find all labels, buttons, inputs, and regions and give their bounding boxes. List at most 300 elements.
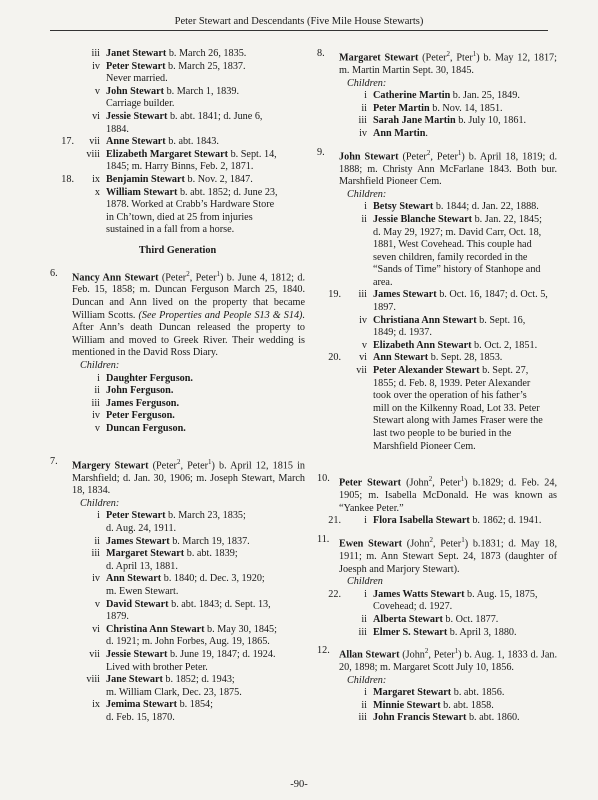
- generation-number: [50, 98, 78, 111]
- child-numeral: [345, 428, 373, 441]
- entry-detail: m. Ewen Stewart.: [106, 585, 179, 597]
- entry-text: [106, 161, 305, 174]
- entry-detail: b. 1840; d. Dec. 3, 1920;: [161, 573, 265, 585]
- child-numeral: [78, 212, 106, 225]
- entry-line: [50, 48, 305, 61]
- entry-line: [317, 712, 557, 725]
- child-numeral: iii: [91, 397, 100, 409]
- entry-text: [373, 227, 557, 240]
- entry-detail: b. 1844; d. Jan. 22, 1888.: [433, 201, 539, 213]
- generation-number: [317, 378, 345, 391]
- person-name: Peter Martin: [373, 102, 430, 114]
- child-numeral: iv: [92, 573, 100, 585]
- child-numeral: [345, 403, 373, 416]
- entry-detail: Stewart along with James Fraser were the: [373, 415, 543, 427]
- entry-detail: b. Nov. 2, 1847.: [184, 173, 253, 185]
- entry-text: [106, 536, 305, 549]
- child-numeral: iii: [358, 289, 367, 301]
- entry-line: [50, 536, 305, 549]
- family-number: 10.: [317, 473, 330, 485]
- generation-superscript: 1: [460, 475, 465, 484]
- entry-text: [106, 410, 305, 423]
- entry-text: [373, 264, 557, 277]
- entry-line: [317, 428, 557, 441]
- entry-line: [50, 199, 305, 212]
- child-numeral: viii: [86, 674, 100, 686]
- entry-text: [106, 61, 305, 74]
- generation-superscript: 1: [216, 269, 221, 278]
- entry-text: [106, 149, 305, 162]
- child-numeral: i: [97, 510, 100, 522]
- entry-detail: b. abt. 1843; d. Sept. 13,: [168, 598, 271, 610]
- entry-detail: d. Feb. 15, 1870.: [106, 711, 175, 723]
- entry-detail: b. abt. 1858.: [440, 699, 494, 711]
- child-numeral: iii: [358, 115, 367, 127]
- entry-text: [373, 712, 557, 725]
- entry-detail: 1881, West Covehead. This couple had: [373, 239, 532, 251]
- generation-number: [50, 111, 78, 124]
- entry-detail: b. abt. 1860.: [466, 712, 520, 724]
- person-name: Elmer S. Stewart: [373, 626, 448, 638]
- child-numeral: v: [361, 339, 367, 351]
- entry-line: [50, 548, 305, 561]
- entry-text: [106, 187, 305, 200]
- child-numeral: [78, 161, 106, 174]
- entry-line: [317, 415, 557, 428]
- generation-number: [317, 415, 345, 428]
- children-label: Children:: [347, 188, 387, 200]
- person-name: Christiana Ann Stewart: [373, 314, 477, 326]
- children-list-10: [317, 515, 557, 528]
- child-numeral: v: [94, 85, 100, 97]
- entry-line: [50, 136, 305, 149]
- generation-number: 17.: [61, 136, 74, 148]
- entry-text: [106, 373, 305, 386]
- person-name: Christina Ann Stewart: [106, 623, 205, 635]
- generation-number: 21.: [328, 515, 341, 527]
- family-entry-6: [50, 268, 305, 361]
- child-numeral: [78, 224, 106, 237]
- entry-text: [106, 510, 305, 523]
- child-numeral: viii: [86, 148, 100, 160]
- entry-detail: Never married.: [106, 73, 168, 85]
- entry-detail: b. Sept. 28, 1853.: [428, 352, 503, 364]
- person-name: William Stewart: [106, 186, 178, 198]
- section-heading-third-generation: Third Generation: [138, 244, 217, 256]
- entry-line: [317, 614, 557, 627]
- lineage-text: , Peter: [432, 477, 461, 489]
- entry-detail: 1884.: [106, 123, 129, 135]
- entry-detail: b. Aug. 15, 1875,: [464, 588, 538, 600]
- entry-detail: b. Sept. 16,: [476, 314, 526, 326]
- generation-number: [50, 48, 78, 61]
- entry-line: [317, 103, 557, 116]
- entry-detail: b. March 26, 1835.: [166, 48, 247, 59]
- generation-number: [317, 403, 345, 416]
- entry-text: [373, 700, 557, 713]
- person-name: Elizabeth Margaret Stewart: [106, 148, 229, 160]
- person-name: Margaret Stewart: [339, 52, 419, 64]
- generation-number: [50, 149, 78, 162]
- child-numeral: vi: [92, 623, 100, 635]
- entry-text: [373, 601, 557, 614]
- children-list-12: [317, 687, 557, 725]
- entry-detail: “Sands of Time” history of Stanhope and: [373, 264, 541, 276]
- entry-detail: b. May 30, 1845;: [204, 623, 277, 635]
- entry-text: [106, 73, 305, 86]
- person-name: James Stewart: [373, 289, 437, 301]
- entry-line: [317, 340, 557, 353]
- generation-superscript: 1: [472, 50, 477, 58]
- family-entry-9: [317, 147, 557, 189]
- family-number: 6.: [50, 267, 58, 279]
- entry-line: [50, 636, 305, 649]
- entry-detail: seven children, family recorded in the: [373, 251, 528, 263]
- entry-text: [106, 687, 305, 700]
- child-numeral: [78, 586, 106, 599]
- entry-line: [317, 378, 557, 391]
- child-numeral: vii: [89, 648, 100, 660]
- entry-line: [317, 289, 557, 302]
- entry-text: [106, 662, 305, 675]
- entry-detail: b. abt. 1843.: [165, 136, 219, 148]
- person-name: Minnie Stewart: [373, 699, 441, 711]
- entry-line: [317, 365, 557, 378]
- person-name: Ann Stewart: [106, 573, 162, 585]
- entry-line: [317, 589, 557, 602]
- entry-text: [106, 548, 305, 561]
- person-name: David Stewart: [106, 598, 169, 610]
- entry-detail: b. March 25, 1837.: [165, 60, 246, 72]
- generation-number: [317, 390, 345, 403]
- entry-detail: d. 1921; m. John Forbes, Aug. 19, 1865.: [106, 636, 270, 648]
- family-detail: ) b. April 18, 1819; d. 1888; m. Christy Ann McFarlane 1843. Both bur. Marshfield Pioneer Cem.: [339, 150, 557, 188]
- generation-number: 20.: [328, 352, 341, 364]
- generation-number: [317, 103, 345, 116]
- entry-text: [106, 385, 305, 398]
- children-label: Children:: [80, 360, 120, 372]
- children-label: Children: [347, 576, 383, 588]
- entry-line: [50, 410, 305, 423]
- child-numeral: v: [94, 423, 100, 435]
- generation-superscript: 2: [446, 50, 450, 58]
- person-name: John Francis Stewart: [373, 712, 467, 724]
- entry-line: [50, 98, 305, 111]
- child-numeral: vii: [356, 365, 367, 377]
- entry-line: [50, 61, 305, 74]
- property-reference: (See Properties and People S13 & S14).: [138, 309, 305, 321]
- entry-detail: 1845; m. Harry Binns, Feb. 2, 1871.: [106, 161, 254, 173]
- page-number: -90-: [290, 779, 308, 790]
- lineage-text: (Peter: [398, 150, 427, 162]
- generation-number: [317, 441, 345, 454]
- generation-superscript: 2: [426, 148, 431, 157]
- child-numeral: iii: [91, 48, 100, 59]
- entry-text: [373, 277, 557, 290]
- entry-detail: d. May 29, 1927; m. David Carr, Oct. 18,: [373, 226, 542, 238]
- child-numeral: vi: [92, 110, 100, 122]
- entry-line: [50, 699, 305, 712]
- family-number: 7.: [50, 455, 58, 467]
- family-detail: ) b. April 12, 1815 in Marshfield; d. Jan. 30, 1906; m. Joseph Stewart, March 18, 1834.: [72, 460, 305, 497]
- entry-text: [106, 649, 305, 662]
- child-numeral: [345, 415, 373, 428]
- family-text: [339, 48, 557, 78]
- generation-superscript: 2: [429, 535, 433, 544]
- family-detail: ) b. May 12, 1817; m. Martin Martin Sept. 30, 1845.: [339, 52, 557, 76]
- entry-detail: b. March 19, 1837.: [169, 535, 250, 547]
- entry-text: [106, 599, 305, 612]
- child-numeral: [345, 302, 373, 315]
- child-numeral: [345, 601, 373, 614]
- child-numeral: ii: [361, 699, 367, 711]
- entry-detail: Marshfield Pioneer Cem.: [373, 440, 476, 452]
- family-entry-7: [50, 456, 305, 498]
- child-numeral: [78, 199, 106, 212]
- generation-number: 22.: [328, 588, 341, 600]
- entry-text: [106, 174, 305, 187]
- entry-line: [317, 687, 557, 700]
- generation-number: [50, 61, 78, 74]
- lineage-text: , Peter: [430, 150, 458, 162]
- lineage-text: , Peter: [189, 271, 217, 283]
- entry-text: [106, 561, 305, 574]
- children-list-7: [50, 510, 305, 724]
- child-numeral: ix: [92, 173, 100, 185]
- entry-detail: Carriage builder.: [106, 98, 175, 110]
- running-header: Peter Stewart and Descendants (Five Mile House Stewarts): [50, 16, 548, 31]
- entry-line: [50, 523, 305, 536]
- entry-text: [373, 201, 557, 214]
- entry-line: [317, 601, 557, 614]
- child-numeral: i: [97, 372, 100, 384]
- entry-line: [50, 73, 305, 86]
- entry-detail: b. March 1, 1839.: [164, 85, 239, 97]
- person-name: Anne Stewart: [106, 136, 166, 148]
- generation-number: [317, 277, 345, 290]
- entry-line: [50, 510, 305, 523]
- entry-text: [373, 128, 557, 141]
- children-label: Children:: [347, 77, 387, 89]
- family-entry-10: [317, 473, 557, 515]
- entry-line: [50, 174, 305, 187]
- child-numeral: ii: [361, 102, 367, 114]
- entry-line: [50, 212, 305, 225]
- lineage-text: (John: [401, 477, 429, 489]
- person-name: Allan Stewart: [339, 649, 400, 661]
- generation-number: 19.: [328, 289, 341, 301]
- generation-number: [317, 712, 345, 725]
- generation-number: [50, 199, 78, 212]
- family-text: [72, 268, 305, 361]
- generation-number: [317, 627, 345, 640]
- entry-line: [317, 128, 557, 141]
- generation-number: [317, 687, 345, 700]
- generation-number: [317, 315, 345, 328]
- entry-line: [50, 573, 305, 586]
- entry-detail: sustained in a fall from a horse.: [106, 224, 235, 236]
- entry-detail: 1878. Worked at Crabb’s Hardware Store: [106, 199, 275, 211]
- entry-line: [317, 302, 557, 315]
- person-name: Benjamin Stewart: [106, 173, 185, 185]
- entry-line: [50, 398, 305, 411]
- family-detail: ) b.1829; d. Feb. 24, 1905; m. Isabella McDonald. He was known as “Yankee Peter.”: [339, 477, 557, 514]
- entry-text: [106, 124, 305, 137]
- generation-number: [317, 264, 345, 277]
- children-list-11: [317, 589, 557, 639]
- child-numeral: [345, 264, 373, 277]
- entry-text: [106, 712, 305, 725]
- family-text: [72, 456, 305, 498]
- entry-detail: b. 1862; d. 1941.: [469, 515, 542, 527]
- entry-line: [50, 385, 305, 398]
- entry-text: [106, 86, 305, 99]
- entry-text: [106, 523, 305, 536]
- lineage-text: (Peter: [418, 52, 447, 64]
- person-name: James Stewart: [106, 535, 170, 547]
- generation-number: [317, 128, 345, 141]
- entry-line: [317, 390, 557, 403]
- generation-number: [317, 327, 345, 340]
- entry-line: [317, 239, 557, 252]
- entry-line: [317, 201, 557, 214]
- entry-text: [373, 627, 557, 640]
- generation-number: [50, 187, 78, 200]
- generation-superscript: 1: [461, 535, 465, 544]
- generation-number: [317, 302, 345, 315]
- generation-number: [317, 214, 345, 227]
- person-name: Ewen Stewart: [339, 538, 403, 550]
- child-numeral: [345, 227, 373, 240]
- person-name: Sarah Jane Martin: [373, 115, 456, 127]
- entry-line: [317, 515, 557, 528]
- entry-text: [373, 515, 557, 528]
- entry-line: [50, 373, 305, 386]
- lineage-text: , Peter: [432, 538, 462, 550]
- entry-detail: b. Oct. 1877.: [442, 613, 499, 625]
- child-numeral: [345, 239, 373, 252]
- family-text: [339, 473, 557, 515]
- entry-text: [106, 398, 305, 411]
- family-text: [339, 534, 557, 576]
- entry-line: [317, 315, 557, 328]
- entry-text: [373, 340, 557, 353]
- entry-text: [106, 212, 305, 225]
- person-name: Jessie Stewart: [106, 110, 168, 122]
- entry-detail: b. abt. 1841; d. June 6,: [167, 110, 263, 122]
- entry-list-continued: [50, 48, 305, 237]
- generation-number: [50, 224, 78, 237]
- child-numeral: [345, 378, 373, 391]
- entry-detail: 1897.: [373, 302, 396, 314]
- entry-text: [373, 441, 557, 454]
- entry-line: [317, 227, 557, 240]
- person-name: Jemima Stewart: [106, 699, 178, 711]
- entry-detail: b. April 3, 1880.: [447, 626, 517, 638]
- child-numeral: [78, 98, 106, 111]
- children-label: Children:: [347, 674, 387, 686]
- person-name: Ann Martin: [373, 127, 426, 139]
- generation-superscript: 2: [186, 269, 190, 278]
- left-column: [50, 48, 305, 724]
- child-numeral: [345, 277, 373, 290]
- person-name: Peter Stewart: [339, 477, 402, 489]
- children-list-8: [317, 90, 557, 140]
- entry-line: [317, 277, 557, 290]
- entry-detail: b. March 23, 1835;: [165, 510, 246, 522]
- child-numeral: [78, 662, 106, 675]
- entry-line: [317, 627, 557, 640]
- family-number: 9.: [317, 146, 325, 158]
- entry-text: [373, 589, 557, 602]
- child-numeral: [345, 327, 373, 340]
- right-column: [317, 48, 557, 725]
- entry-line: [50, 687, 305, 700]
- generation-number: [317, 614, 345, 627]
- generation-number: [50, 212, 78, 225]
- entry-line: [50, 86, 305, 99]
- generation-number: [317, 700, 345, 713]
- generation-superscript: 2: [424, 647, 429, 656]
- child-numeral: iv: [359, 127, 367, 139]
- entry-text: [373, 327, 557, 340]
- person-name: Elizabeth Ann Stewart: [373, 339, 472, 351]
- generation-number: [317, 115, 345, 128]
- child-numeral: i: [364, 201, 367, 213]
- entry-text: [106, 586, 305, 599]
- generation-number: [317, 227, 345, 240]
- entry-text: [106, 48, 305, 61]
- child-numeral: i: [364, 588, 367, 600]
- child-numeral: ix: [92, 699, 100, 711]
- child-numeral: [345, 252, 373, 265]
- person-name: Janet Stewart: [106, 48, 167, 59]
- person-name: Betsy Stewart: [373, 201, 434, 213]
- generation-superscript: 1: [208, 457, 212, 466]
- child-numeral: iii: [358, 712, 367, 724]
- entry-line: [50, 561, 305, 574]
- entry-text: [373, 390, 557, 403]
- person-name: Alberta Stewart: [373, 613, 443, 625]
- child-numeral: [78, 611, 106, 624]
- child-numeral: iv: [92, 60, 100, 72]
- person-name: Nancy Ann Stewart: [72, 271, 159, 283]
- entry-line: [50, 611, 305, 624]
- child-numeral: iii: [91, 548, 100, 560]
- entry-line: [50, 649, 305, 662]
- person-name: John Stewart: [106, 85, 165, 97]
- entry-detail: .: [425, 127, 428, 139]
- child-numeral: iv: [359, 314, 367, 326]
- entry-detail: b. Oct. 2, 1851.: [471, 339, 538, 351]
- child-numeral: [78, 636, 106, 649]
- child-numeral: v: [94, 598, 100, 610]
- entry-detail: 1855; d. Feb. 8, 1939. Peter Alexander: [373, 377, 531, 389]
- generation-superscript: 2: [428, 475, 433, 484]
- entry-detail: b. June 19, 1847; d. 1924.: [167, 648, 276, 660]
- family-entry-8: [317, 48, 557, 78]
- family-detail: ) b. Aug. 1, 1833 d. Jan. 20, 1898; m. Margaret Scott July 10, 1856.: [339, 649, 557, 674]
- entry-line: [317, 441, 557, 454]
- entry-line: [317, 700, 557, 713]
- generation-number: 18.: [61, 173, 74, 185]
- family-entry-11: [317, 534, 557, 576]
- entry-line: [317, 214, 557, 227]
- entry-detail: in Ch’town, died at 25 from injuries: [106, 211, 253, 223]
- child-numeral: [78, 73, 106, 86]
- entry-text: [373, 687, 557, 700]
- entry-text: [373, 428, 557, 441]
